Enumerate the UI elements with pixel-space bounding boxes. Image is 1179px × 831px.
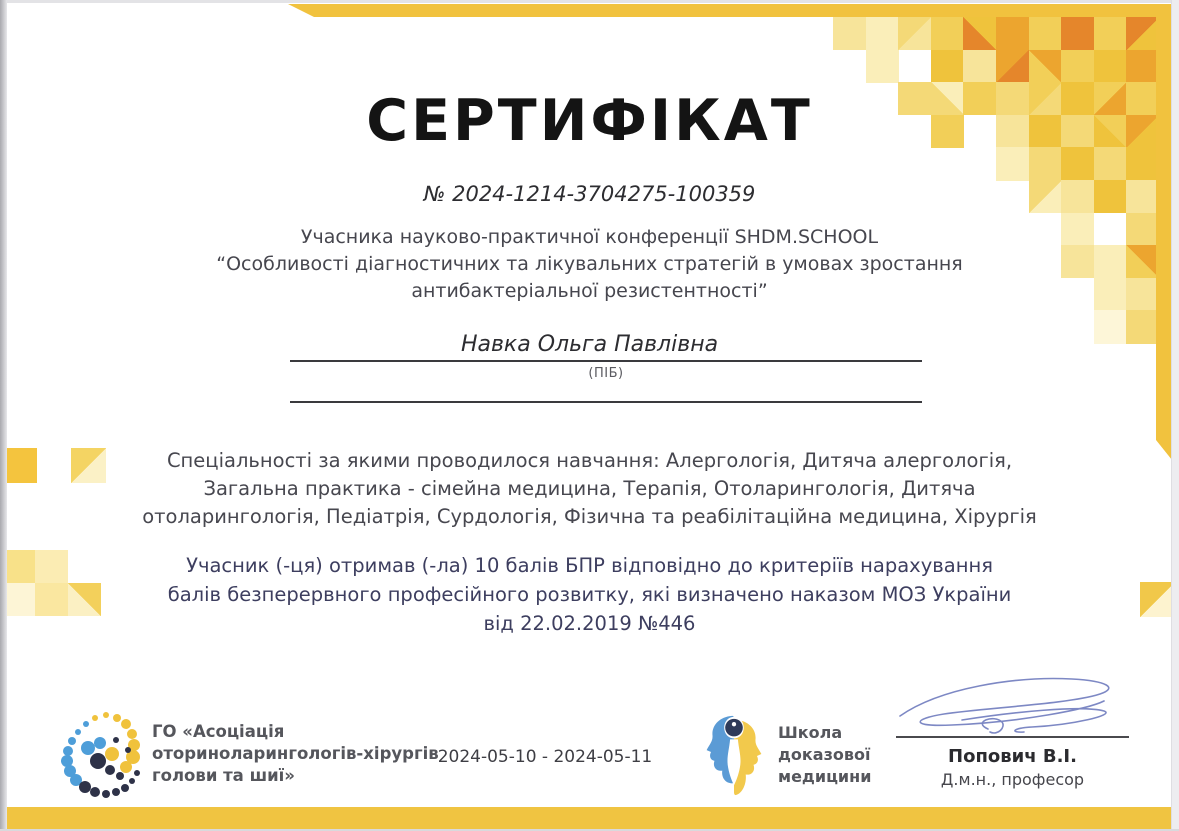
logo-dot bbox=[83, 721, 89, 727]
logo-dot bbox=[90, 753, 106, 769]
signature-icon bbox=[890, 670, 1135, 738]
association-line: оториноларингологів-хірургів bbox=[152, 744, 439, 763]
name-underline bbox=[290, 360, 922, 362]
association-line: ГО «Асоціація bbox=[152, 722, 285, 741]
specialties-paragraph bbox=[0, 447, 1179, 531]
signer-name: Попович В.І. bbox=[948, 746, 1077, 767]
recipient-name: Навка Ольга Павлівна bbox=[460, 332, 719, 357]
logo-dot bbox=[121, 719, 131, 729]
logo-dot bbox=[94, 737, 106, 749]
logo-dot bbox=[113, 714, 121, 722]
school-line: доказової bbox=[778, 745, 871, 764]
gold-bottom-bar bbox=[0, 807, 1172, 829]
logo-dot bbox=[105, 747, 119, 761]
logo-dot bbox=[127, 729, 137, 739]
school-line: медицини bbox=[778, 767, 872, 786]
points-line: від 22.02.2019 №446 bbox=[483, 612, 696, 635]
name-field-label: (ПІБ) bbox=[588, 366, 624, 381]
signer-degree: Д.м.н., професор bbox=[940, 770, 1085, 789]
logo-dot bbox=[113, 737, 119, 743]
specialties-line: Загальна практика - сімейна медицина, Терапія, Отоларингологія, Дитяча bbox=[203, 477, 976, 500]
conference-description bbox=[0, 224, 1179, 305]
certificate-number: № 2024-1214-3704275-100359 bbox=[423, 182, 756, 206]
photo-edge-right bbox=[1171, 0, 1179, 831]
logo-dot bbox=[81, 741, 95, 755]
association-line: голови та шиї» bbox=[152, 766, 295, 785]
logo-dot bbox=[105, 765, 115, 775]
conference-line: Учасника науково-практичної конференції SHDM.SCHOOL bbox=[300, 226, 879, 248]
logo-dot bbox=[125, 747, 131, 753]
gold-top-band bbox=[288, 4, 1172, 17]
logo-dot bbox=[92, 715, 98, 721]
certificate-title: СЕРТИФІКАТ bbox=[366, 88, 813, 154]
conference-line: антибактеріальної резистентності” bbox=[411, 280, 768, 302]
logo-dot bbox=[129, 778, 135, 784]
logo-dot bbox=[116, 772, 124, 780]
logo-dot bbox=[121, 784, 129, 792]
association-dots-logo-icon bbox=[60, 710, 154, 804]
bpr-points-paragraph bbox=[0, 551, 1179, 638]
photo-edge-top bbox=[0, 0, 1179, 3]
logo-dot bbox=[103, 712, 109, 718]
school-name bbox=[778, 722, 898, 788]
logo-dot bbox=[68, 737, 76, 745]
logo-dot bbox=[102, 790, 110, 798]
logo-dot bbox=[90, 787, 100, 797]
logo-dot bbox=[120, 761, 132, 773]
specialties-line: отоларингологія, Педіатрія, Сурдологія, Фізична та реабілітаційна медицина, Хірургія bbox=[142, 505, 1037, 528]
signature-underline bbox=[896, 736, 1129, 738]
empty-underline bbox=[290, 401, 922, 403]
school-line: Школа bbox=[778, 723, 843, 742]
gold-right-strip bbox=[1156, 4, 1172, 460]
logo-dot bbox=[112, 788, 120, 796]
conference-line: “Особливості діагностичних та лікувальних стратегій в умовах зростання bbox=[216, 253, 963, 275]
points-line: Учасник (-ця) отримав (-ла) 10 балів БПР відповідно до критеріїв нарахування bbox=[186, 554, 993, 577]
photo-edge-left bbox=[0, 0, 7, 831]
event-dates: 2024-05-10 - 2024-05-11 bbox=[437, 747, 653, 767]
specialties-line: Спеціальності за якими проводилося навчання: Алергологія, Дитяча алергологія, bbox=[166, 449, 1013, 472]
logo-dot bbox=[134, 770, 140, 776]
logo-dot bbox=[75, 729, 81, 735]
points-line: балів безперервного професійного розвитку, які визначено наказом МОЗ України bbox=[167, 583, 1012, 606]
school-faces-logo-icon bbox=[702, 711, 766, 797]
